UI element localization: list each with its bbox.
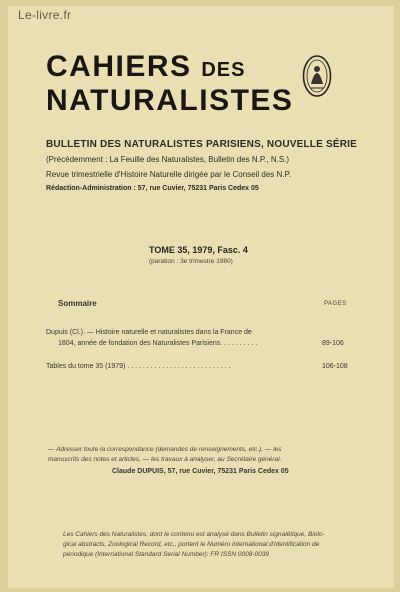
sommaire-heading: Sommaire: [58, 299, 97, 308]
watermark: Le-livre.fr: [18, 8, 72, 22]
review-description: Revue trimestrielle d'Histoire Naturelle dirigée par le Conseil des N.P.: [46, 170, 292, 179]
pages-heading: PAGES: [324, 301, 347, 307]
book-cover: [8, 6, 394, 588]
correspondence-note-1: — Adresser toute la correspondance (demandes de renseignements, etc.). — les: [48, 446, 282, 453]
previous-names: (Précédemment : La Feuille des Naturalistes, Bulletin des N.P., N.S.): [46, 155, 290, 164]
title-naturalistes: NATURALISTES: [46, 84, 294, 117]
title-cahiers: CAHIERS: [46, 50, 192, 83]
bottom-note-3: périodique (International Standard Serial Number): FR ISSN 0008-0039: [63, 551, 269, 558]
toc-entry-1-line-2: 1804, année de fondation des Naturalistes Parisiens. . . . . . . . . .: [58, 340, 258, 347]
seal-icon: [302, 54, 332, 98]
bottom-note-1: Les Cahiers des Naturalistes, dont le contenu est analysé dans Bulletin signalétique, Biolo-: [63, 531, 325, 538]
toc-entry-1-pages: 89-106: [322, 340, 344, 347]
toc-entry-2: Tables du tome 35 (1979) . . . . . . . . . . . . . . . . . . . . . . . . . . .: [46, 363, 231, 370]
admin-address: Rédaction-Administration : 57, rue Cuvier, 75231 Paris Cedex 05: [46, 185, 259, 192]
bottom-note-2: gical abstracts, Zoological Record, etc., portent le Numéro international d'identification de: [63, 541, 320, 548]
subtitle: BULLETIN DES NATURALISTES PARISIENS, NOUVELLE SÉRIE: [46, 139, 357, 150]
toc-entry-1-line-1: Dupuis (Cl.). — Histoire naturelle et naturalistes dans la France de: [46, 329, 252, 336]
publication-date: (paration : 3e trimestre 1980): [149, 258, 233, 265]
title-line-1: [46, 50, 245, 84]
secretary-address: Claude DUPUIS, 57, rue Cuvier, 75231 Paris Cedex 05: [112, 468, 289, 475]
title-des: DES: [201, 59, 246, 81]
correspondence-note-2: manuscrits des notes et articles, — les travaux à analyser, au Secrétaire général.: [48, 456, 282, 463]
toc-entry-2-pages: 106-108: [322, 363, 348, 370]
tome-info: TOME 35, 1979, Fasc. 4: [149, 245, 248, 255]
